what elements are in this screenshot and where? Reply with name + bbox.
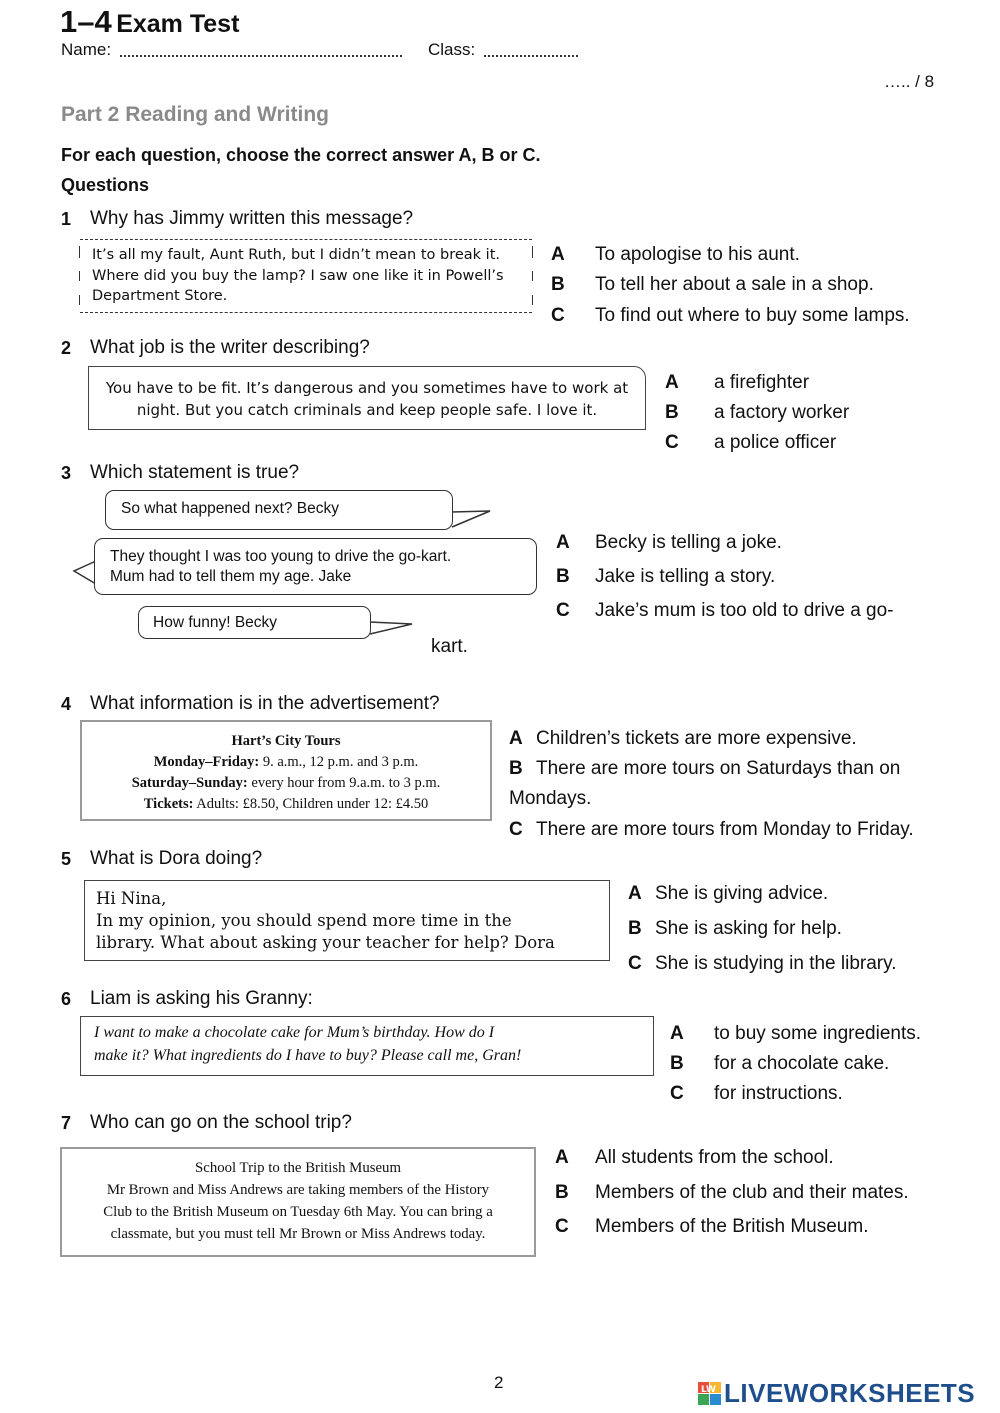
class-label: Class: [428, 40, 476, 59]
option-letter: C [556, 600, 570, 621]
question-number: 3 [61, 463, 72, 483]
note-line: Hi Nina, [96, 889, 167, 908]
option-letter: B [665, 402, 679, 423]
option-letter: A [555, 1147, 569, 1168]
option-text: a police officer [714, 432, 837, 453]
ad-row-label: Tickets: [143, 796, 194, 812]
page-number: 2 [494, 1373, 504, 1392]
option-text: Jake is telling a story. [595, 566, 776, 587]
question-text: Which statement is true? [90, 462, 300, 483]
question-text: What information is in the advertisement? [90, 693, 440, 714]
name-label: Name: [61, 40, 112, 59]
option-text: a factory worker [714, 402, 850, 423]
question-text: Liam is asking his Granny: [90, 988, 313, 1009]
option-letter: C [551, 305, 565, 326]
option-text: to buy some ingredients. [714, 1023, 922, 1044]
option-text: She is giving advice. [655, 883, 829, 904]
option-text: a firefighter [714, 372, 810, 393]
question-text: Who can go on the school trip? [90, 1112, 352, 1133]
ad-row [82, 773, 490, 794]
questions-label: Questions [61, 175, 150, 195]
option-text: She is asking for help. [655, 918, 842, 939]
question-number: 6 [61, 989, 72, 1009]
ad-row-value: every hour from 9.a.m. to 3 p.m. [247, 775, 441, 791]
message-line: Department Store. [92, 288, 228, 304]
bubble-tail [370, 622, 412, 634]
notice-line: classmate, but you must tell Mr Brown or Miss Andrews today. [110, 1226, 486, 1242]
text-line: You have to be fit. It’s dangerous and you sometimes have to work at [105, 379, 629, 397]
question-number: 1 [61, 209, 72, 229]
question-number: 7 [61, 1113, 72, 1133]
answer-option[interactable] [555, 1147, 834, 1169]
option-letter: B [551, 274, 565, 295]
note-line: library. What about asking your teacher for help? Dora [96, 933, 555, 952]
question-number: 4 [61, 694, 72, 714]
option-text: Jake’s mum is too old to drive a go- [595, 600, 894, 621]
question-text: What is Dora doing? [90, 848, 263, 869]
message-line: It’s all my fault, Aunt Ruth, but I didn’t mean to break it. [92, 247, 500, 263]
option-letter: C [509, 819, 523, 840]
answer-option[interactable] [628, 918, 842, 940]
ad-row-value: 9. a.m., 12 p.m. and 3 p.m. [259, 754, 419, 770]
answer-option[interactable] [555, 1216, 868, 1238]
option-letter: A [556, 532, 570, 553]
note-box [84, 880, 610, 961]
option-text-continuation: kart. [431, 636, 468, 657]
title-number: 1–4 [60, 4, 112, 39]
question-number: 5 [61, 849, 72, 869]
option-text: Becky is telling a joke. [595, 532, 782, 553]
text-line: night. But you catch criminals and keep people safe. I love it. [136, 401, 598, 419]
ad-title: Hart’s City Tours [231, 733, 341, 749]
option-letter: C [670, 1083, 684, 1104]
bubble-text: Mum had to tell them my age. Jake [110, 568, 352, 585]
speech-bubble [94, 538, 537, 595]
option-text: She is studying in the library. [655, 953, 897, 974]
answer-option[interactable] [509, 758, 900, 780]
liveworksheets-text: LIVEWORKSHEETS [724, 1378, 976, 1408]
instruction: For each question, choose the correct answer A, B or C. [61, 145, 541, 165]
answer-option[interactable] [670, 1053, 889, 1075]
option-letter: C [665, 432, 679, 453]
answer-option[interactable] [509, 728, 857, 750]
answer-option[interactable] [628, 883, 828, 905]
notice-box [60, 1147, 536, 1257]
answer-option[interactable] [670, 1023, 921, 1045]
answer-option[interactable] [556, 532, 782, 554]
ad-row-label: Monday–Friday: [153, 754, 260, 770]
part-title: Part 2 Reading and Writing [61, 103, 329, 126]
option-text: Members of the British Museum. [595, 1216, 869, 1237]
ad-row-value: Adults: £8.50, Children under 12: £4.50 [193, 796, 429, 812]
answer-option[interactable] [509, 819, 914, 841]
option-text-continuation: Mondays. [509, 788, 592, 809]
bubble-text: They thought I was too young to drive the go-kart. [110, 548, 452, 565]
notice-line: Club to the British Museum on Tuesday 6th May. You can bring a [103, 1204, 493, 1220]
title-text: Exam Test [116, 10, 240, 38]
option-letter: B [670, 1053, 684, 1074]
bubble-text: How funny! Becky [153, 614, 278, 631]
question-text: What job is the writer describing? [90, 337, 370, 358]
option-letter: C [555, 1216, 569, 1237]
option-text: All students from the school. [595, 1147, 834, 1168]
notice-title: School Trip to the British Museum [195, 1160, 401, 1176]
answer-option[interactable] [556, 600, 894, 622]
question-number: 2 [61, 338, 72, 358]
option-letter: A [509, 728, 523, 749]
logo-letter: LW [701, 1385, 716, 1395]
score: ….. / 8 [884, 72, 935, 91]
bubble-tail [452, 511, 490, 527]
answer-option[interactable] [556, 566, 775, 588]
option-text: Children’s tickets are more expensive. [536, 728, 857, 749]
message-line: make it? What ingredients do I have to buy? Please call me, Gran! [94, 1047, 522, 1064]
message-line: Where did you buy the lamp? I saw one like it in Powell’s [92, 267, 504, 284]
option-text: Members of the club and their mates. [595, 1182, 909, 1203]
question-text: Why has Jimmy written this message? [90, 208, 414, 229]
option-text: There are more tours from Monday to Friday. [536, 819, 914, 840]
message-box [80, 1016, 654, 1076]
option-letter: A [665, 372, 679, 393]
ad-row-label: Saturday–Sunday: [131, 775, 248, 791]
ad-row [82, 752, 490, 773]
option-letter: C [628, 953, 642, 974]
option-text: To find out where to buy some lamps. [595, 305, 910, 326]
advertisement-box [80, 720, 492, 821]
option-text: To apologise to his aunt. [595, 244, 800, 265]
option-letter: B [556, 566, 570, 587]
answer-option[interactable] [555, 1182, 909, 1204]
speech-bubble [138, 606, 371, 639]
notice-line: Mr Brown and Miss Andrews are taking members of the History [106, 1182, 490, 1198]
option-text: To tell her about a sale in a shop. [595, 274, 874, 295]
option-letter: B [555, 1182, 569, 1203]
answer-option[interactable] [670, 1083, 843, 1105]
option-text: for instructions. [714, 1083, 843, 1104]
option-letter: B [628, 918, 642, 939]
option-letter: A [628, 883, 642, 904]
option-text: There are more tours on Saturdays than on [536, 758, 901, 779]
answer-option[interactable] [628, 953, 897, 975]
option-letter: A [670, 1023, 684, 1044]
liveworksheets-logo [697, 1380, 989, 1408]
option-text: for a chocolate cake. [714, 1053, 890, 1074]
liveworksheets-logo-icon [697, 1381, 723, 1407]
message-line: I want to make a chocolate cake for Mum’s birthday. How do I [94, 1024, 495, 1041]
speech-bubble [105, 490, 453, 530]
bubble-tail [74, 561, 96, 584]
option-letter: A [551, 244, 565, 265]
note-line: In my opinion, you should spend more time in the [96, 911, 512, 930]
speech-bubble-tails [0, 0, 1000, 700]
option-letter: B [509, 758, 523, 779]
ad-row [82, 794, 490, 815]
bubble-text: So what happened next? Becky [121, 500, 340, 517]
